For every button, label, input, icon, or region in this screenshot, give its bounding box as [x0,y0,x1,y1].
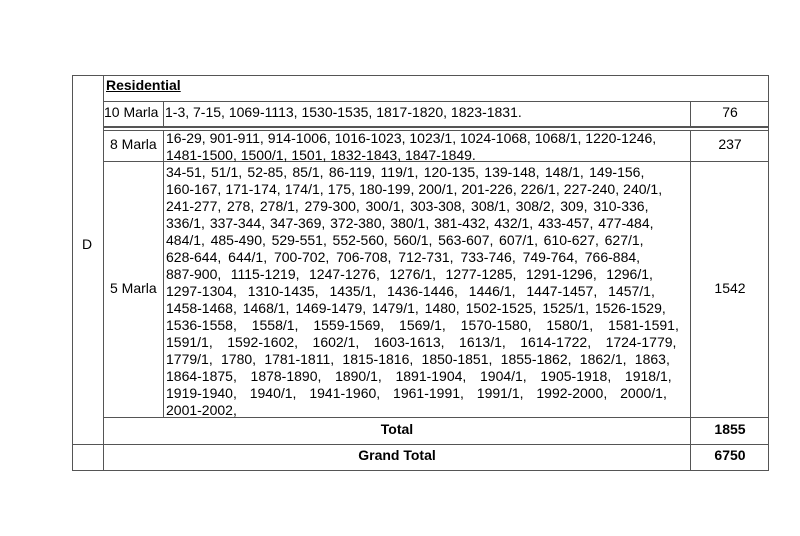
total-value: 1855 [714,421,746,437]
plot-list: 1-3, 7-15, 1069-1113, 1530-1535, 1817-1820, 1823-1831. [165,104,522,120]
size-label: 10 Marla [104,104,159,120]
plot-list-line: 1458-1468, 1468/1, 1469-1479, 1479/1, 1480, 1502-1525, 1525/1, 1526-1529, [166,300,666,316]
plot-list-line: 628-644, 644/1, 700-702, 706-708, 712-731, 733-746, 749-764, 766-884, [166,249,641,265]
plot-list-line: 1864-1875, 1878-1890, 1890/1, 1891-1904, 1904/1, 1905-1918, 1918/1, [166,368,672,384]
plot-list-line: 1591/1, 1592-1602, 1602/1, 1603-1613, 1613/1, 1614-1722, 1724-1779, [166,334,677,350]
section-heading: Residential [106,77,181,93]
total-label: Total [380,421,414,437]
plot-count: 1542 [714,280,746,296]
plot-list-line: 336/1, 337-344, 347-369, 372-380, 380/1, 381-432, 432/1, 433-457, 477-484, [166,215,654,231]
size-label: 5 Marla [110,280,157,296]
plot-list-line: 887-900, 1115-1219, 1247-1276, 1276/1, 1277-1285, 1291-1296, 1296/1, [166,266,653,282]
row-divider [72,444,769,445]
plot-list-line: 160-167, 171-174, 174/1, 175, 180-199, 200/1, 201-226, 226/1, 227-240, 240/1, [166,181,663,197]
plot-list-line: 16-29, 901-911, 914-1006, 1016-1023, 1023/1, 1024-1068, 1068/1, 1220-1246, [166,130,657,146]
col-divider-size [163,130,164,162]
plot-list-line: 1779/1, 1780, 1781-1811, 1815-1816, 1850-1851, 1855-1862, 1862/1, 1863, [166,351,670,367]
col-divider-size [163,162,164,418]
plot-count: 237 [718,136,742,152]
grand-total-value: 6750 [714,447,746,463]
plot-list-line: 1297-1304, 1310-1435, 1435/1, 1436-1446, 1446/1, 1447-1457, 1457/1, [166,283,655,299]
size-label: 8 Marla [110,136,157,152]
plot-list-line: 34-51, 51/1, 52-85, 85/1, 86-119, 119/1, 120-135, 139-148, 148/1, 149-156, [166,164,645,180]
col-divider-size [163,101,164,127]
plot-list-line: 241-277, 278, 278/1, 279-300, 300/1, 303-308, 308/1, 308/2, 309, 310-336, [166,198,649,214]
block-label: D [82,236,93,252]
plot-list-line: 1481-1500, 1500/1, 1501, 1832-1843, 1847-1849. [166,147,476,163]
plot-list-line: 484/1, 485-490, 529-551, 552-560, 560/1, 563-607, 607/1, 610-627, 627/1, [166,232,644,248]
plot-list-line: 1919-1940, 1940/1, 1941-1960, 1961-1991, 1991/1, 1992-2000, 2000/1, [166,385,667,401]
plot-list-line: 2001-2002, [166,402,237,418]
plot-list-line: 1536-1558, 1558/1, 1559-1569, 1569/1, 1570-1580, 1580/1, 1581-1591, [166,317,679,333]
plot-count: 76 [722,104,738,120]
grand-total-label: Grand Total [358,447,436,463]
